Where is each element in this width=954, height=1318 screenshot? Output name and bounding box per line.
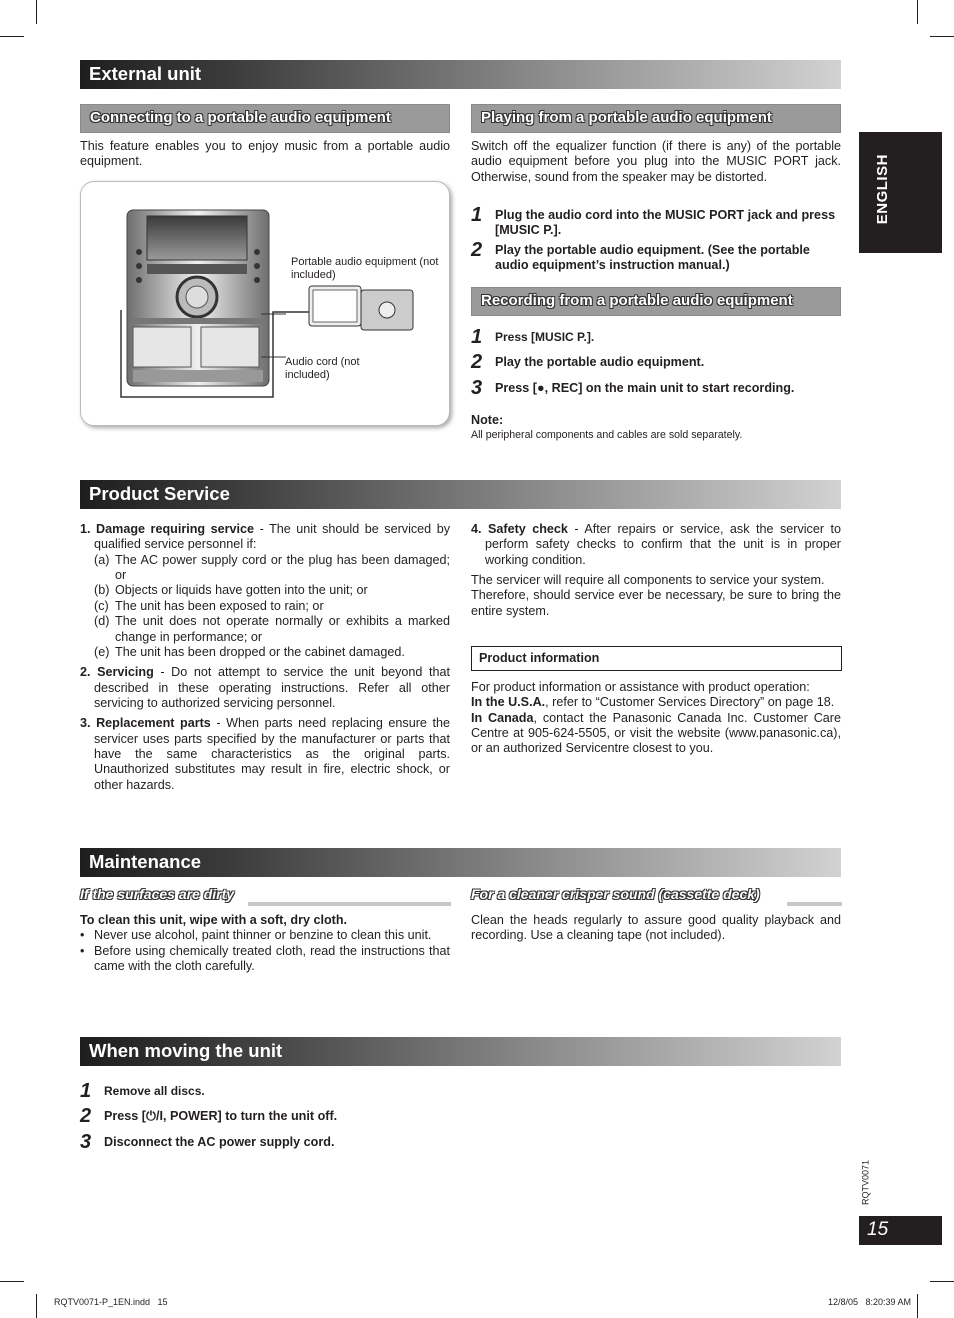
language-tab-label: ENGLISH	[873, 154, 891, 225]
info-canada-label: In Canada	[471, 710, 534, 725]
playing-step-2	[471, 239, 841, 274]
list-item	[94, 645, 450, 660]
subheading-recording: Recording from a portable audio equipment	[471, 287, 841, 316]
service-para-1: The servicer will require all components to service your system.	[471, 573, 825, 588]
info-usa-text: , refer to “Customer Services Directory” on page 18.	[545, 695, 835, 710]
service-item-4-label: 4. Safety check	[471, 522, 568, 536]
service-item-1-label: 1. Damage requiring service	[80, 522, 255, 536]
footer-timestamp: 12/8/05 8:20:39 AM	[827, 1297, 911, 1307]
list-item	[94, 583, 450, 598]
bullet-icon: •	[80, 943, 85, 958]
doc-code: RQTV0071	[860, 1159, 871, 1205]
subheading-surfaces-dirty	[80, 886, 451, 902]
language-tab	[859, 132, 942, 253]
step-number: 2	[80, 1105, 92, 1127]
moving-step-3	[80, 1131, 504, 1153]
page-number: 15	[859, 1216, 942, 1245]
service-item-3	[80, 716, 450, 793]
list-item	[80, 928, 450, 943]
service-item-1	[80, 522, 450, 553]
step-text: Plug the audio cord into the MUSIC PORT jack and press [MUSIC P.].	[495, 208, 836, 238]
list-marker: (d)	[94, 614, 110, 629]
step-text: Play the portable audio equipment.	[495, 355, 705, 369]
section-header-maintenance: Maintenance	[80, 848, 841, 877]
list-item	[94, 614, 450, 645]
list-text: The unit does not operate normally or exhibits a marked change in performance; or	[115, 614, 450, 644]
note-label: Note:	[471, 413, 504, 427]
stereo-unit-drawing	[81, 182, 451, 427]
step-number: 1	[80, 1080, 92, 1102]
connecting-intro: This feature enables you to enjoy music from a portable audio equipment.	[80, 139, 450, 169]
step-text: Play the portable audio equipment. (See the portable audio equipment’s instruction manual.)	[495, 243, 810, 273]
recording-step-2	[471, 351, 841, 373]
cleaning-bullets	[80, 928, 450, 974]
info-canada-text: , contact the Panasonic Canada Inc. Customer Care Centre at 905-624-5505, or visit the website (www.panasonic.ca), or an authorized Servicentre closest to you.	[471, 710, 841, 756]
step-number: 1	[471, 204, 483, 226]
list-marker: (b)	[94, 583, 110, 598]
service-item-2-text: - Do not attempt to service the unit beyond that described in these operating instructions. Refer all other servicing to authorized servicing personnel.	[94, 665, 450, 710]
note-text: All peripheral components and cables are sold separately.	[471, 429, 743, 441]
info-intro: For product information or assistance with product operation:	[471, 680, 810, 694]
service-right-column	[471, 522, 841, 619]
step-text: Press [⏻/I, POWER] to turn the unit off.	[104, 1109, 338, 1123]
step-text: Press [●, REC] on the main unit to start recording.	[495, 381, 795, 395]
list-item	[94, 599, 450, 614]
step-text: Remove all discs.	[104, 1084, 205, 1098]
service-item-1-text: - The unit should be serviced by qualified service personnel if:	[94, 522, 450, 552]
connection-illustration	[80, 181, 450, 426]
playing-intro: Switch off the equalizer function (if there is any) of the portable audio equipment before you plug into the MUSIC PORT jack. Otherwise, sound from the speaker may be distorted.	[471, 139, 841, 184]
info-usa-label: In the U.S.A.	[471, 695, 546, 710]
list-marker: (a)	[94, 552, 110, 567]
subheading-text: If the surfaces are dirty	[80, 886, 235, 902]
list-marker: (e)	[94, 644, 110, 659]
service-item-3-label: 3. Replacement parts	[80, 716, 211, 731]
step-number: 3	[471, 377, 483, 399]
playing-step-1	[471, 204, 841, 239]
list-text: The AC power supply cord or the plug has been damaged; or	[115, 552, 450, 583]
crop-mark	[930, 1281, 954, 1282]
subheading-cassette	[471, 886, 842, 902]
recording-step-1	[471, 326, 841, 348]
underline	[787, 902, 842, 906]
section-header-product-service: Product Service	[80, 480, 841, 509]
service-item-2-label: 2. Servicing	[80, 665, 154, 680]
callout-audio-cord: Audio cord (not included)	[285, 356, 360, 382]
underline	[248, 902, 451, 906]
damage-conditions-list	[80, 553, 450, 661]
crop-mark	[917, 0, 918, 24]
recording-step-3	[471, 377, 841, 399]
list-text: The unit has been exposed to rain; or	[115, 598, 324, 613]
list-marker: (c)	[94, 598, 109, 613]
moving-step-2	[80, 1105, 504, 1127]
crop-mark	[0, 36, 24, 37]
service-item-3-text: - When parts need replacing ensure the servicer uses parts specified by the manufacturer or parts that have the same characteristics as the original parts. Unauthorized substitutes may result in fire, electric shock, or other hazards.	[94, 716, 450, 792]
service-item-4-text: - After repairs or service, ask the servicer to perform safety checks to confirm that the unit is in proper working condition.	[485, 522, 842, 567]
info-usa	[471, 695, 841, 710]
subheading-playing: Playing from a portable audio equipment	[471, 104, 841, 133]
step-number: 2	[471, 351, 483, 373]
surfaces-dirty-text	[80, 913, 450, 974]
footer-file-name: RQTV0071-P_1EN.indd 15	[54, 1297, 168, 1307]
step-number: 3	[80, 1131, 92, 1153]
step-number: 2	[471, 239, 483, 261]
list-text: The unit has been dropped or the cabinet damaged.	[115, 644, 405, 659]
doc-code-wrap	[856, 1157, 876, 1209]
list-text: Never use alcohol, paint thinner or benzine to clean this unit.	[94, 928, 432, 943]
bullet-icon: •	[80, 928, 85, 943]
list-item	[80, 944, 450, 975]
service-para-2: Therefore, should service ever be necessary, be sure to bring the entire system.	[471, 588, 841, 618]
list-text: Before using chemically treated cloth, read the instructions that came with the cloth carefully.	[94, 943, 450, 974]
step-text: Press [MUSIC P.].	[495, 330, 595, 344]
subheading-text: For a cleaner crisper sound (cassette deck)	[471, 886, 760, 902]
section-header-external-unit: External unit	[80, 60, 841, 89]
product-information-text	[471, 680, 841, 757]
service-item-2	[80, 665, 450, 711]
step-text: Disconnect the AC power supply cord.	[104, 1135, 335, 1149]
section-header-moving: When moving the unit	[80, 1037, 841, 1066]
callout-portable-audio: Portable audio equipment (not included)	[291, 256, 439, 282]
service-left-column	[80, 522, 450, 793]
subheading-connecting: Connecting to a portable audio equipment	[80, 104, 450, 133]
list-text: Objects or liquids have gotten into the unit; or	[115, 583, 368, 598]
crop-mark	[917, 1294, 918, 1318]
info-canada	[471, 711, 841, 757]
crop-mark	[36, 0, 37, 24]
dirty-lead: To clean this unit, wipe with a soft, dry cloth.	[80, 913, 348, 927]
crop-mark	[0, 1281, 24, 1282]
product-information-box: Product information	[471, 646, 842, 671]
crop-mark	[930, 36, 954, 37]
crop-mark	[36, 1294, 37, 1318]
cassette-text: Clean the heads regularly to assure good quality playback and recording. Use a cleaning tape (not included).	[471, 913, 841, 943]
step-number: 1	[471, 326, 483, 348]
service-item-4	[471, 522, 841, 568]
moving-step-1	[80, 1080, 504, 1102]
list-item	[94, 553, 450, 584]
